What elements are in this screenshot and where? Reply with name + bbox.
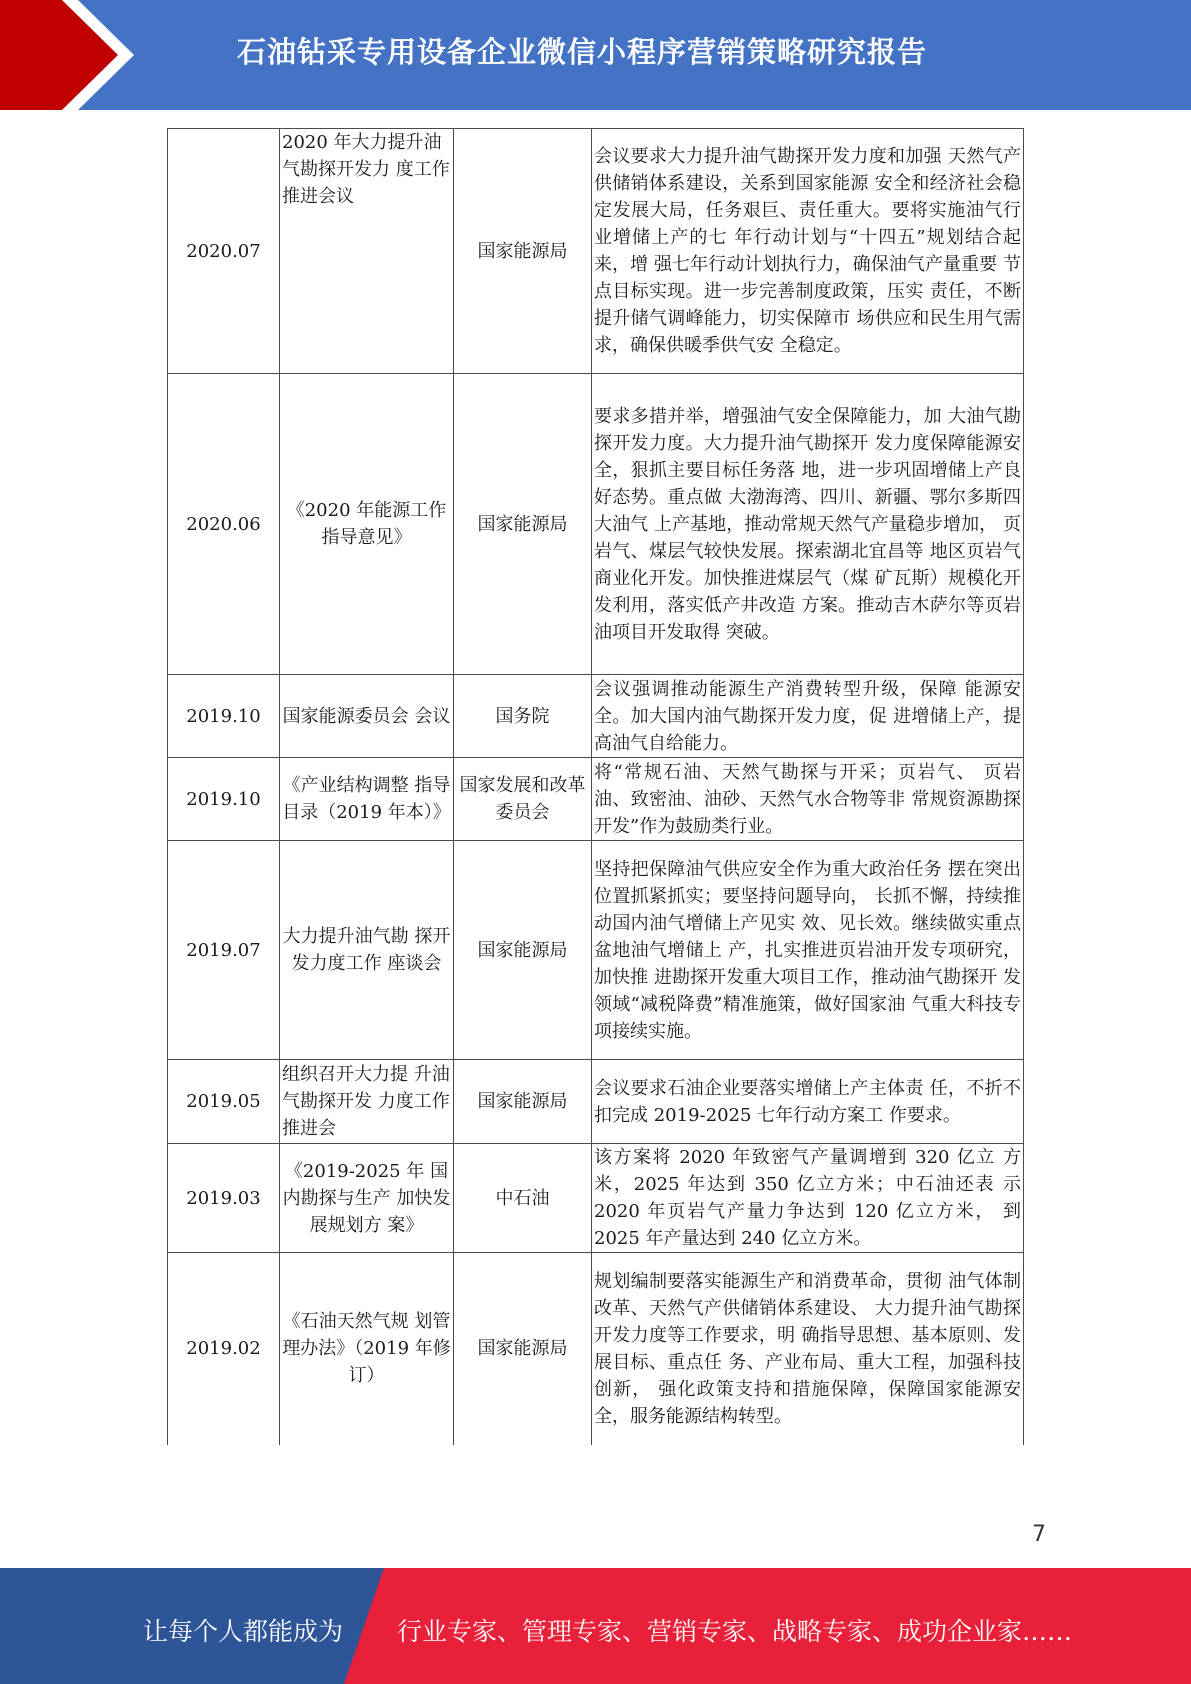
- row-date: 2019.07: [168, 841, 280, 1060]
- table-row: [168, 1253, 1024, 1445]
- header-chevron-decoration: [0, 0, 160, 110]
- row-content: 会议要求石油企业要落实增储上产主体责 任，不折不扣完成 2019-2025 七年行动方案工 作要求。: [592, 1060, 1024, 1144]
- row-content: 坚持把保障油气供应安全作为重大政治任务 摆在突出位置抓紧抓实；要坚持问题导向， 长抓不懈，持续推动国内油气增储上产见实 效、见长效。继续做实重点盆地油气增储上 产，扎实推进页岩油开发专项研究，加快推 进勘探开发重大项目工作，推动油气勘探开 发领域“减税降费”精准施策，做好国家油 气重大科技专项接续实施。: [592, 841, 1024, 1060]
- page-header: [0, 0, 1191, 110]
- table-row: [168, 374, 1024, 675]
- report-title: 石油钻采专用设备企业微信小程序营销策略研究报告: [237, 35, 928, 69]
- row-content: 要求多措并举，增强油气安全保障能力，加 大油气勘探开发力度。大力提升油气勘探开 发力度保障能源安全，狠抓主要目标任务落 地，进一步巩固增储上产良好态势。重点做 大渤海湾、四川、新疆、鄂尔多斯四大油气 上产基地，推动常规天然气产量稳步增加， 页岩气、煤层气较快发展。探索湖北宜昌等 地区页岩气商业化开发。加快推进煤层气（煤 矿瓦斯）规模化开发利用，落实低产井改造 方案。推动吉木萨尔等页岩油项目开发取得 突破。: [592, 374, 1024, 675]
- row-policy-name: 2020 年大力提升油气勘探开发力 度工作推进会议: [280, 129, 454, 374]
- row-policy-name: 《2019-2025 年 国内勘探与生产 加快发展规划方 案》: [280, 1144, 454, 1253]
- row-policy-name: 《2020 年能源工作指导意见》: [280, 374, 454, 675]
- table-row: [168, 1060, 1024, 1144]
- footer-slogan-lead: 让每个人都能成为: [143, 1617, 344, 1646]
- row-content: 该方案将 2020 年致密气产量调增到 320 亿立 方米，2025 年达到 350 亿立方米；中石油还表 示 2020 年页岩气产量力争达到 120 亿立方米， 到 2025 年产量达到 240 亿立方米。: [592, 1144, 1024, 1253]
- row-date: 2019.10: [168, 758, 280, 841]
- table-row: [168, 758, 1024, 841]
- row-content: 将“常规石油、天然气勘探与开采；页岩气、 页岩油、致密油、油砂、天然气水合物等非 常规资源勘探开发”作为鼓励类行业。: [592, 758, 1024, 841]
- row-policy-name: 组织召开大力提 升油气勘探开发 力度工作推进会: [280, 1060, 454, 1144]
- row-date: 2019.05: [168, 1060, 280, 1144]
- policy-table: [167, 128, 1024, 1445]
- row-department: 国家能源局: [454, 841, 592, 1060]
- row-department: 中石油: [454, 1144, 592, 1253]
- row-content: 会议强调推动能源生产消费转型升级，保障 能源安全。加大国内油气勘探开发力度，促 进增储上产，提高油气自给能力。: [592, 675, 1024, 758]
- row-date: 2019.10: [168, 675, 280, 758]
- row-content: 规划编制要落实能源生产和消费革命，贯彻 油气体制改革、天然气产供储销体系建设、 大力提升油气勘探开发力度等工作要求，明 确指导思想、基本原则、发展目标、重点任 务、产业布局、重大工程，加强科技创新， 强化政策支持和措施保障，保障国家能源安 全，服务能源结构转型。: [592, 1253, 1024, 1445]
- row-department: 国家能源局: [454, 1060, 592, 1144]
- row-date: 2020.07: [168, 129, 280, 374]
- row-policy-name: 国家能源委员会 会议: [280, 675, 454, 758]
- row-department: 国家发展和改革委员会: [454, 758, 592, 841]
- row-department: 国家能源局: [454, 129, 592, 374]
- row-date: 2019.03: [168, 1144, 280, 1253]
- row-department: 国家能源局: [454, 1253, 592, 1445]
- table-row: [168, 129, 1024, 374]
- footer-slogan-roles: 行业专家、管理专家、营销专家、战略专家、成功企业家……: [397, 1617, 1073, 1646]
- row-date: 2020.06: [168, 374, 280, 675]
- page-number: 7: [1032, 1522, 1046, 1547]
- row-content: 会议要求大力提升油气勘探开发力度和加强 天然气产供储销体系建设，关系到国家能源 安全和经济社会稳定发展大局，任务艰巨、责任重大。要将实施油气行业增储上产的七 年行动计划与“十四五”规划结合起来，增 强七年行动计划执行力，确保油气产量重要 节点目标实现。进一步完善制度政策，压实 责任，不断提升储气调峰能力，切实保障市 场供应和民生用气需求，确保供暖季供气安 全稳定。: [592, 129, 1024, 374]
- table-row: [168, 1144, 1024, 1253]
- row-policy-name: 《产业结构调整 指导目录（2019 年本）》: [280, 758, 454, 841]
- row-policy-name: 大力提升油气勘 探开发力度工作 座谈会: [280, 841, 454, 1060]
- table-row: [168, 675, 1024, 758]
- row-department: 国务院: [454, 675, 592, 758]
- row-policy-name: 《石油天然气规 划管理办法》（2019 年修订）: [280, 1253, 454, 1445]
- page-footer: [0, 1568, 1191, 1684]
- row-department: 国家能源局: [454, 374, 592, 675]
- table-row: [168, 841, 1024, 1060]
- row-date: 2019.02: [168, 1253, 280, 1445]
